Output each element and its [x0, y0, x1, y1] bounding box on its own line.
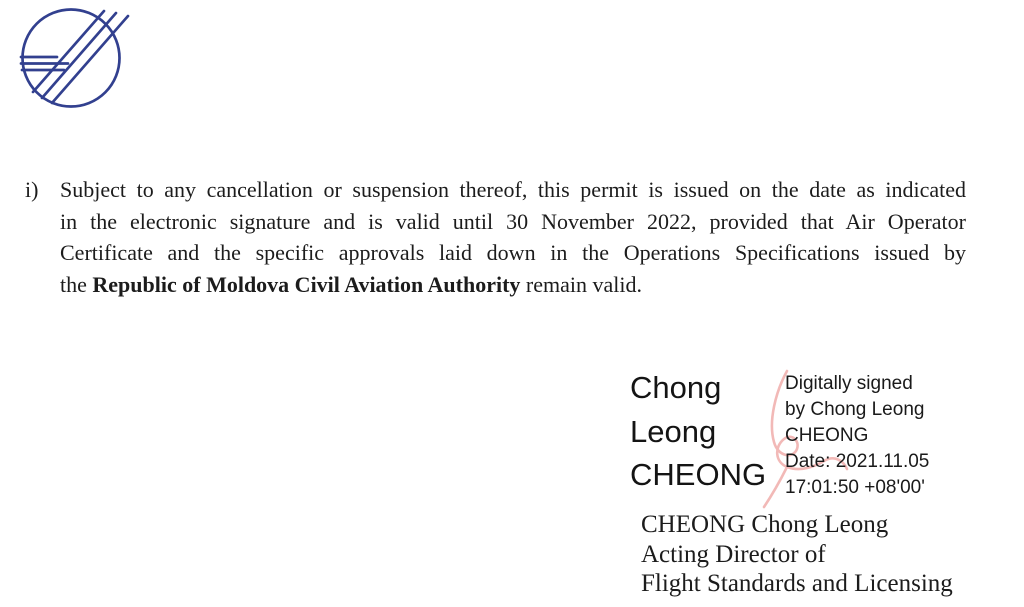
- signatory-name: CHEONG Chong Leong: [641, 511, 889, 538]
- clause-line: Certificate and the specific approvals laid down in the Operations Specifications issued by: [60, 240, 966, 265]
- signature-name-line: Chong: [630, 370, 722, 405]
- signature-details-line: 17:01:50 +08'00': [785, 477, 925, 498]
- signatory-department: Flight Standards and Licensing: [641, 570, 953, 597]
- clause-line: [60, 269, 966, 301]
- clause-line: Subject to any cancellation or suspension thereof, this permit is issued on the date as indicated: [60, 177, 966, 202]
- permit-validity-clause: [25, 174, 970, 300]
- signature-name-line: CHEONG: [630, 457, 767, 492]
- signatory-block: [641, 510, 953, 599]
- signature-details-line: by Chong Leong: [785, 399, 925, 420]
- digital-signature-details: [785, 371, 929, 501]
- signatory-title: Acting Director of: [641, 540, 826, 568]
- signature-details-line: CHEONG: [785, 425, 869, 446]
- clause-text-pre: the: [60, 271, 93, 297]
- clause-marker: i): [25, 177, 39, 202]
- signature-details-line: Date: 2021.11.05: [785, 451, 930, 472]
- signature-name-line: Leong: [630, 413, 717, 449]
- signature-details-line: Digitally signed: [785, 373, 913, 394]
- clause-text-post: remain valid.: [520, 271, 642, 297]
- digital-signature-name: [630, 366, 766, 497]
- clause-line: in the electronic signature and is valid until 30 November 2022, provided that Air Operator: [60, 208, 966, 234]
- aviation-authority-logo-icon: [14, 4, 134, 112]
- clause-text: [60, 174, 966, 300]
- authority-name-bold: Republic of Moldova Civil Aviation Authority: [92, 271, 521, 297]
